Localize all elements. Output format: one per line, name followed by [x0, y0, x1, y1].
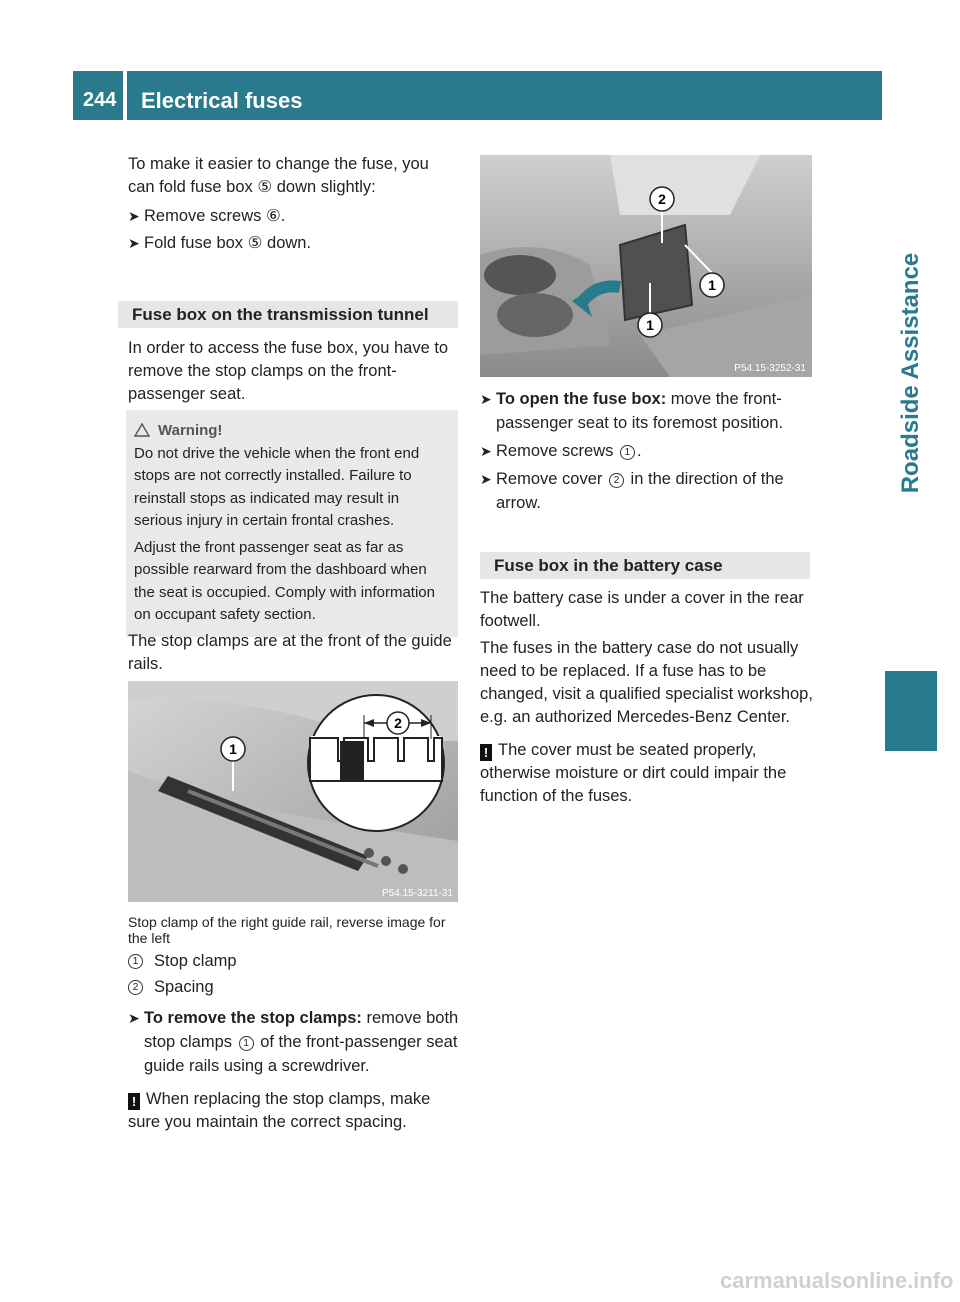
step-remove-screws-right: ➤ Remove screws 1 .: [480, 442, 642, 460]
intro-paragraph: To make it easier to change the fuse, you can fold fuse box ⑤ down slightly:: [128, 155, 429, 196]
figure1-caption: Stop clamp of the right guide rail, reverse image for the left: [128, 914, 446, 946]
warning-icon: [134, 423, 150, 437]
fuses-paragraph: The fuses in the battery case do not usually need to be replaced. If a fuse has to be changed, visit a qualified specialist workshop, e.g. an authorized Mercedes-Benz Center.: [480, 639, 813, 726]
step-remove-cover: ➤ Remove cover 2 in the direction of the arrow.: [480, 470, 784, 512]
warning-paragraph-2: Adjust the front passenger seat as far as possible rearward from the dashboard when the seat is occupied. Comply with information on occupant safety section.: [134, 538, 435, 623]
callout-2-label: 2: [658, 191, 666, 207]
step-fold-fuse-box: ➤ Fold fuse box ⑤ down.: [128, 234, 312, 252]
figure2-code: P54.15-3252-31: [734, 363, 806, 374]
note-spacing: ! When replacing the stop clamps, make sure you maintain the correct spacing.: [128, 1090, 431, 1131]
battery-case-paragraph: The battery case is under a cover in the rear footwell.: [480, 589, 804, 630]
section-heading-battery-case: Fuse box in the battery case: [480, 552, 810, 579]
left-column: [128, 153, 460, 255]
side-tab-label: Roadside Assistance: [897, 252, 924, 494]
legend-item: 1 Stop clamp: [128, 948, 458, 974]
legend-item: 2 Spacing: [128, 974, 458, 1000]
callout-1-label: 1: [229, 741, 237, 757]
caution-icon: !: [480, 744, 492, 761]
legend: [128, 948, 458, 1000]
caution-icon: !: [128, 1093, 140, 1110]
callout-1-label: 1: [646, 317, 654, 333]
figure-fuse-box-cover: [480, 155, 812, 377]
warning-paragraph-1: Do not drive the vehicle when the front end stops are not correctly installed. Failure to reinstall stops as indicated may result in serious injury in certain frontal crashes.: [134, 444, 420, 529]
callout-1-label: 1: [708, 277, 716, 293]
step-remove-stop-clamps: ➤ To remove the stop clamps: remove both stop clamps 1 of the front-passenger seat guide rails using a screwdriver.: [128, 1009, 459, 1075]
stop-clamps-paragraph: The stop clamps are at the front of the guide rails.: [128, 632, 452, 673]
page-title: Electrical fuses: [127, 71, 882, 120]
figure1-code: P54.15-3211-31: [382, 888, 453, 899]
step-remove-screws: ➤ Remove screws ⑥.: [128, 207, 286, 225]
watermark: carmanualsonline.info: [720, 1268, 954, 1293]
section1-paragraph: In order to access the fuse box, you have to remove the stop clamps on the front-passenger seat.: [128, 339, 449, 403]
warning-title: Warning!: [134, 420, 450, 443]
note-cover: ! The cover must be seated properly, otherwise moisture or dirt could impair the function of the fuses.: [480, 741, 787, 805]
warning-box: [126, 410, 458, 637]
callout-2-label: 2: [394, 715, 402, 731]
page-number: 244: [73, 71, 123, 120]
side-tab: [885, 71, 937, 751]
side-tab-block: [885, 671, 937, 751]
figure-stop-clamp: [128, 681, 458, 902]
step-open-fuse-box: ➤ To open the fuse box: move the front-passenger seat to its foremost position.: [480, 390, 784, 432]
section-heading-transmission-tunnel: Fuse box on the transmission tunnel: [118, 301, 458, 328]
